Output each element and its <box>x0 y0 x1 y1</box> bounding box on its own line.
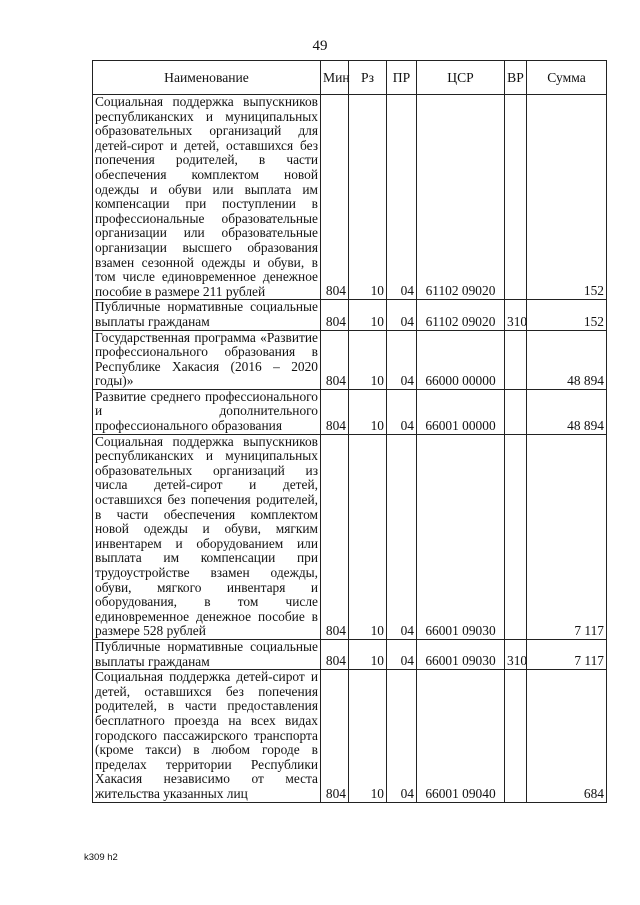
row-vr: 310 <box>505 639 527 669</box>
table-row <box>93 434 607 639</box>
row-vr <box>505 389 527 434</box>
row-name: Социальная поддержка выпускников республиканских и муниципальных образовательных организаций для детей-сирот и детей, оставшихся без попечения родителей, в части обеспечения комплектом новой одежды и обуви или выплата им компенсации при поступлении в профессиональные образовательные организации или образовательные организации высшего образования взамен сезонной одежды и обуви, в том числе единовременное денежное пособие в размере 211 рублей <box>93 95 321 300</box>
table-row <box>93 330 607 389</box>
page-number: 49 <box>312 38 328 54</box>
row-csr: 66001 09030 <box>417 434 505 639</box>
row-csr: 66001 00000 <box>417 389 505 434</box>
header-row <box>93 61 607 95</box>
table-row <box>93 639 607 669</box>
row-pr: 04 <box>387 330 417 389</box>
header-rz: Рз <box>349 61 387 95</box>
row-rz: 10 <box>349 330 387 389</box>
row-rz: 10 <box>349 95 387 300</box>
row-rz: 10 <box>349 639 387 669</box>
header-sum: Сумма <box>527 61 607 95</box>
row-csr: 61102 09020 <box>417 300 505 330</box>
row-csr: 66001 09040 <box>417 670 505 802</box>
header-min: Мин <box>321 61 349 95</box>
row-sum: 48 894 <box>527 330 607 389</box>
row-vr: 310 <box>505 300 527 330</box>
row-pr: 04 <box>387 389 417 434</box>
row-min: 804 <box>321 639 349 669</box>
row-pr: 04 <box>387 639 417 669</box>
row-sum: 684 <box>527 670 607 802</box>
table-row <box>93 670 607 802</box>
row-name: Публичные нормативные социальные выплаты гражданам <box>93 300 321 330</box>
row-name: Публичные нормативные социальные выплаты гражданам <box>93 639 321 669</box>
header-csr: ЦСР <box>417 61 505 95</box>
row-pr: 04 <box>387 670 417 802</box>
row-pr: 04 <box>387 434 417 639</box>
table-row <box>93 95 607 300</box>
row-name: Развитие среднего профессионального и дополнительного профессионального образования <box>93 389 321 434</box>
row-min: 804 <box>321 434 349 639</box>
row-rz: 10 <box>349 670 387 802</box>
row-vr <box>505 95 527 300</box>
row-rz: 10 <box>349 300 387 330</box>
row-csr: 61102 09020 <box>417 95 505 300</box>
row-vr <box>505 434 527 639</box>
row-csr: 66001 09030 <box>417 639 505 669</box>
row-sum: 7 117 <box>527 434 607 639</box>
row-vr <box>505 670 527 802</box>
row-min: 804 <box>321 330 349 389</box>
footer-document-code: k309 h2 <box>84 852 118 863</box>
row-rz: 10 <box>349 389 387 434</box>
row-pr: 04 <box>387 95 417 300</box>
row-name: Социальная поддержка детей-сирот и детей, оставшихся без попечения родителей, в части предоставления бесплатного проезда на всех видах городского пассажирского транспорта (кроме такси) в любом городе в пределах территории Республики Хакасия независимо от места жительства указанных лиц <box>93 670 321 802</box>
table-row <box>93 300 607 330</box>
row-rz: 10 <box>349 434 387 639</box>
row-min: 804 <box>321 670 349 802</box>
header-name: Наименование <box>93 61 321 95</box>
row-sum: 48 894 <box>527 389 607 434</box>
row-min: 804 <box>321 95 349 300</box>
row-vr <box>505 330 527 389</box>
row-min: 804 <box>321 300 349 330</box>
row-sum: 152 <box>527 300 607 330</box>
row-name: Социальная поддержка выпускников республиканских и муниципальных образовательных организаций из числа детей-сирот и детей, оставшихся без попечения родителей, в части обеспечения комплектом новой одежды и обуви, мягким инвентарем и оборудованием или выплата им компенсации при трудоустройстве взамен одежды, обуви, мягкого инвентаря и оборудования, в том числе единовременное денежное пособие в размере 528 рублей <box>93 434 321 639</box>
row-csr: 66000 00000 <box>417 330 505 389</box>
header-pr: ПР <box>387 61 417 95</box>
row-sum: 152 <box>527 95 607 300</box>
row-sum: 7 117 <box>527 639 607 669</box>
row-min: 804 <box>321 389 349 434</box>
row-pr: 04 <box>387 300 417 330</box>
header-vr: ВР <box>505 61 527 95</box>
table-row <box>93 389 607 434</box>
budget-table <box>92 60 607 803</box>
row-name: Государственная программа «Развитие профессионального образования в Республике Хакасия (2016 – 2020 годы)» <box>93 330 321 389</box>
